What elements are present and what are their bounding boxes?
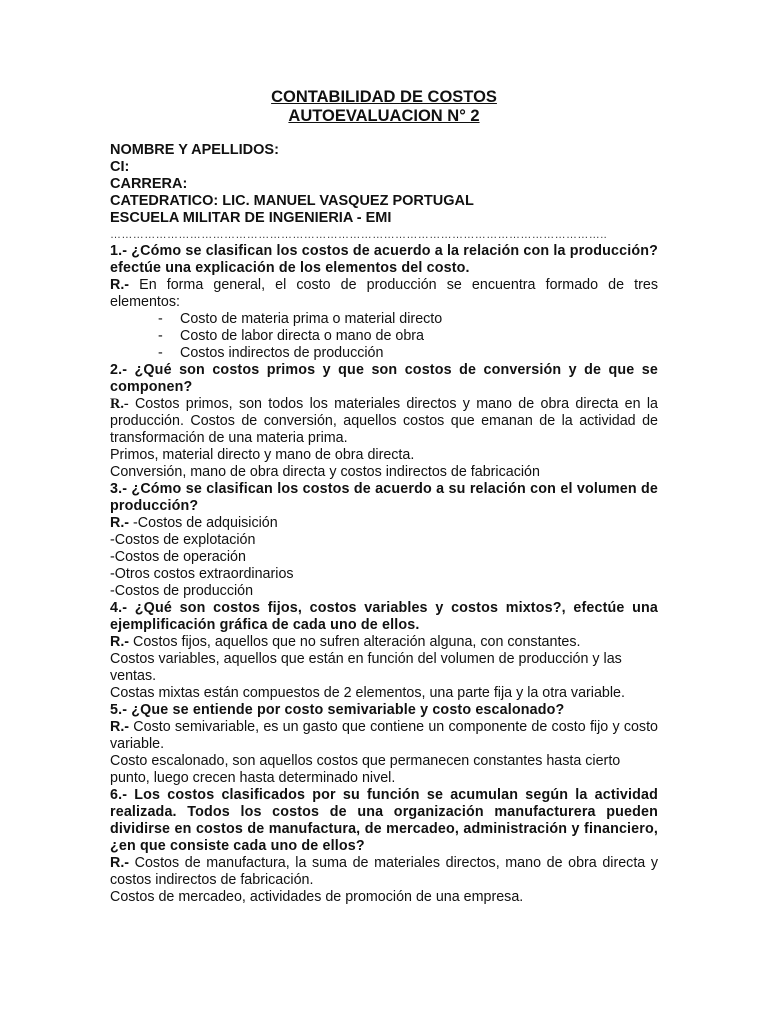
answer-3-line: -Costos de producción: [110, 583, 254, 599]
answer-6-line: Costos de mercadeo, actividades de promoción de una empresa.: [110, 889, 524, 905]
nombre-field-label: NOMBRE Y APELLIDOS:: [110, 142, 279, 158]
question-2: 2.- ¿Qué son costos primos y que son costos de conversión y de que se componen?: [110, 362, 658, 395]
answer-marker: R.-: [110, 719, 130, 735]
document-subtitle: AUTOEVALUACION N° 2: [288, 107, 480, 125]
catedratico-label: CATEDRATICO: LIC. MANUEL VASQUEZ PORTUGAL: [110, 193, 474, 209]
answer-2-text: Costos primos, son todos los materiales directos y mano de obra directa en la producción. Costos de conversión, aquellos costos que emanan de la actividad de transformación de una materia prima.: [110, 396, 658, 446]
answer-2: [110, 396, 658, 447]
answer-4: [110, 634, 658, 651]
answer-4-text: Costos fijos, aquellos que no sufren alteración alguna, con constantes.: [129, 634, 581, 650]
answer-2-line: Primos, material directo y mano de obra directa.: [110, 447, 415, 463]
answer-3-line: -Costos de explotación: [110, 532, 256, 548]
carrera-field-label: CARRERA:: [110, 176, 188, 192]
answer-5-line: Costo escalonado, son aquellos costos que permanecen constantes hasta cierto punto, luego crecen hasta determinado nivel.: [110, 753, 621, 786]
answer-6: [110, 855, 658, 889]
answer-5-text: Costo semivariable, es un gasto que contiene un componente de costo fijo y costo variable.: [110, 719, 658, 752]
answer-6-text: Costos de manufactura, la suma de materiales directos, mano de obra directa y costos indirectos de fabricación.: [110, 855, 658, 888]
question-1: 1.- ¿Cómo se clasifican los costos de acuerdo a la relación con la producción? efectúe una explicación de los elementos del costo.: [110, 243, 658, 276]
list-item: - Costo de labor directa o mano de obra: [158, 328, 658, 345]
question-4: 4.- ¿Qué son costos fijos, costos variables y costos mixtos?, efectúe una ejemplificación gráfica de cada uno de ellos.: [110, 600, 658, 633]
answer-4-line: Costos variables, aquellos que están en función del volumen de producción y las ventas.: [110, 651, 622, 684]
separator-dots: …………………………………………………………………………………………………………………..: [110, 229, 608, 241]
answer-3-line: -Otros costos extraordinarios: [110, 566, 294, 582]
answer-marker: R.-: [110, 855, 130, 871]
ci-field-label: CI:: [110, 159, 130, 175]
answer-5: [110, 719, 658, 753]
answer-marker: R.-: [110, 396, 129, 412]
answer-marker: R.-: [110, 277, 130, 293]
list-item: - Costo de materia prima o material directo: [158, 311, 658, 328]
answer-1: [110, 277, 658, 311]
answer-4-line: Costas mixtas están compuestos de 2 elementos, una parte fija y la otra variable.: [110, 685, 625, 701]
answer-3-text: -Costos de adquisición: [129, 515, 278, 531]
cost-elements-list: [110, 311, 658, 362]
answer-3: [110, 515, 658, 532]
document-title: CONTABILIDAD DE COSTOS: [271, 88, 497, 106]
question-6: 6.- Los costos clasificados por su función se acumulan según la actividad realizada. Todos los costos de una organización manufacturera pueden dividirse en costos de manufactura, de mercadeo, administración y financiero, ¿en que consiste cada uno de ellos?: [110, 787, 658, 854]
answer-3-line: -Costos de operación: [110, 549, 246, 565]
answer-marker: R.-: [110, 634, 130, 650]
list-item: - Costos indirectos de producción: [158, 345, 658, 362]
escuela-label: ESCUELA MILITAR DE INGENIERIA - EMI: [110, 210, 392, 226]
answer-1-text: En forma general, el costo de producción se encuentra formado de tres elementos:: [110, 277, 658, 310]
answer-marker: R.-: [110, 515, 130, 531]
answer-2-line: Conversión, mano de obra directa y costos indirectos de fabricación: [110, 464, 540, 480]
document-page: [110, 88, 658, 906]
question-5: 5.- ¿Que se entiende por costo semivariable y costo escalonado?: [110, 702, 565, 718]
question-3: 3.- ¿Cómo se clasifican los costos de acuerdo a su relación con el volumen de producción?: [110, 481, 658, 514]
